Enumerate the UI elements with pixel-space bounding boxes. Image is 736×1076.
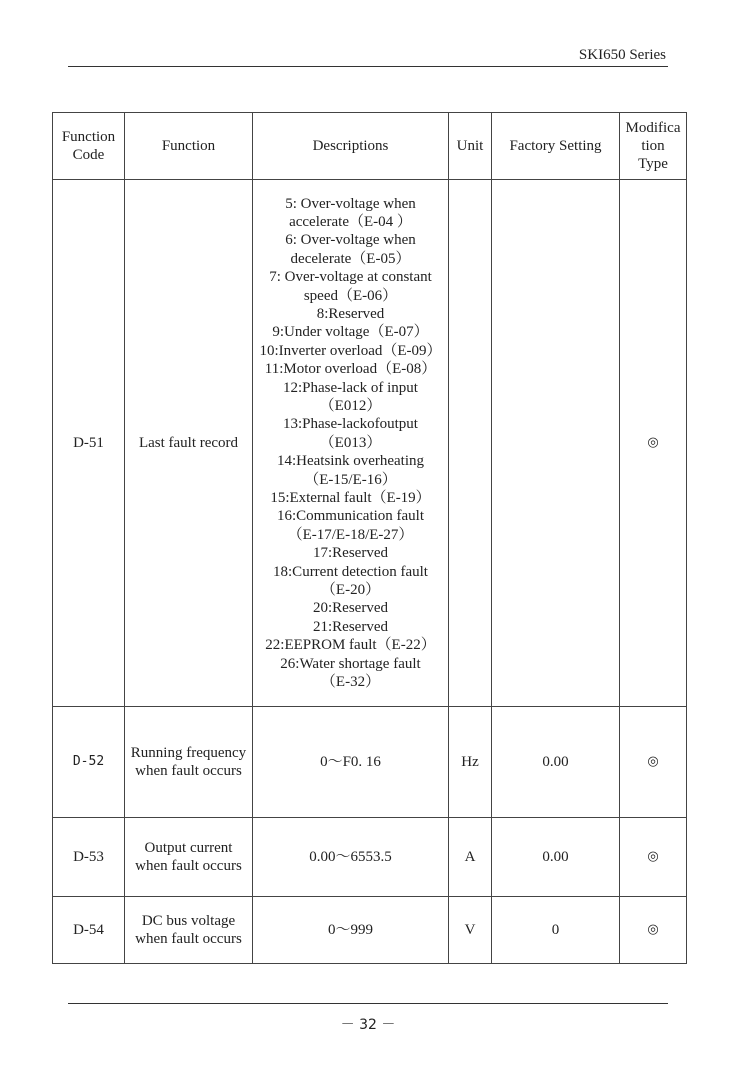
function-cell: Output current when fault occurs (125, 818, 253, 897)
fault-code-entry: speed（E-06） (303, 287, 398, 304)
header-divider (68, 66, 668, 67)
unit-cell: V (449, 897, 492, 964)
table-row (53, 897, 687, 964)
page-number: － 32 － (340, 1017, 396, 1033)
table-row (53, 707, 687, 818)
modification-type-cell: ◎ (620, 180, 687, 707)
description-cell: 0.00～6553.5 (253, 818, 449, 897)
fault-code-entry: 17:Reserved (313, 545, 388, 562)
factory-setting-cell: 0 (492, 897, 620, 964)
function-cell: DC bus voltage when fault occurs (125, 897, 253, 964)
unit-cell: Hz (449, 707, 492, 818)
fault-code-entry: 5: Over-voltage when (285, 195, 416, 212)
fault-code-entry: 20:Reserved (313, 600, 388, 617)
fault-code-entry: （E-15/E-16） (304, 471, 397, 488)
header-function: Function (125, 113, 253, 180)
fault-code-entry: 7: Over-voltage at constant (269, 269, 432, 286)
description-cell (253, 180, 449, 707)
fault-code-entry: （E013） (319, 434, 382, 451)
modification-type-cell: ◎ (620, 897, 687, 964)
fault-code-entry: 6: Over-voltage when (285, 232, 416, 249)
series-title: SKI650 Series (578, 47, 666, 63)
fault-code-entry: accelerate（E-04 ） (289, 213, 412, 230)
fault-code-entry: 22:EEPROM fault（E-22） (265, 637, 436, 654)
function-code-cell: D-52 (53, 707, 125, 818)
fault-code-entry: 16:Communication fault (276, 508, 425, 525)
table-row (53, 818, 687, 897)
function-cell: Last fault record (125, 180, 253, 707)
header-function-code: Function Code (53, 113, 125, 180)
fault-code-entry: 13:Phase-lackofoutput (283, 416, 418, 433)
fault-code-entry: 14:Heatsink overheating (276, 453, 425, 470)
function-code-cell: D-54 (53, 897, 125, 964)
fault-code-entry: 8:Reserved (316, 305, 385, 322)
parameter-table (52, 112, 687, 964)
fault-code-entry: 11:Motor overload（E-08） (264, 361, 437, 378)
fault-code-entry: 18:Current detection fault (273, 563, 428, 580)
unit-cell (449, 180, 492, 707)
function-cell: Running frequency when fault occurs (125, 707, 253, 818)
factory-setting-cell (492, 180, 620, 707)
description-cell: 0～F0. 16 (253, 707, 449, 818)
table-row (53, 180, 687, 707)
description-cell: 0～999 (253, 897, 449, 964)
header-descriptions: Descriptions (253, 113, 449, 180)
fault-code-entry: （E012） (319, 397, 382, 414)
fault-code-entry: 21:Reserved (313, 618, 388, 635)
fault-code-entry: 10:Inverter overload（E-09） (259, 342, 442, 359)
fault-code-entry: （E-20） (320, 582, 381, 599)
function-code-cell: D-51 (53, 180, 125, 707)
factory-setting-cell: 0.00 (492, 707, 620, 818)
fault-code-entry: （E-17/E-18/E-27） (287, 526, 414, 543)
header-unit: Unit (449, 113, 492, 180)
fault-code-entry: 9:Under voltage（E-07） (272, 324, 429, 341)
unit-cell: A (449, 818, 492, 897)
header-factory-setting: Factory Setting (492, 113, 620, 180)
fault-code-entry: 26:Water shortage fault (280, 655, 421, 672)
fault-code-entry: （E-32） (320, 674, 381, 691)
footer-divider (68, 1003, 668, 1004)
modification-type-cell: ◎ (620, 818, 687, 897)
fault-code-entry: decelerate（E-05） (290, 250, 411, 267)
fault-code-entry: 12:Phase-lack of input (283, 379, 418, 396)
fault-code-entry: 15:External fault（E-19） (270, 490, 431, 507)
header-modification-type: Modifica tion Type (620, 113, 687, 180)
modification-type-cell: ◎ (620, 707, 687, 818)
table-header-row (53, 113, 687, 180)
factory-setting-cell: 0.00 (492, 818, 620, 897)
function-code-cell: D-53 (53, 818, 125, 897)
